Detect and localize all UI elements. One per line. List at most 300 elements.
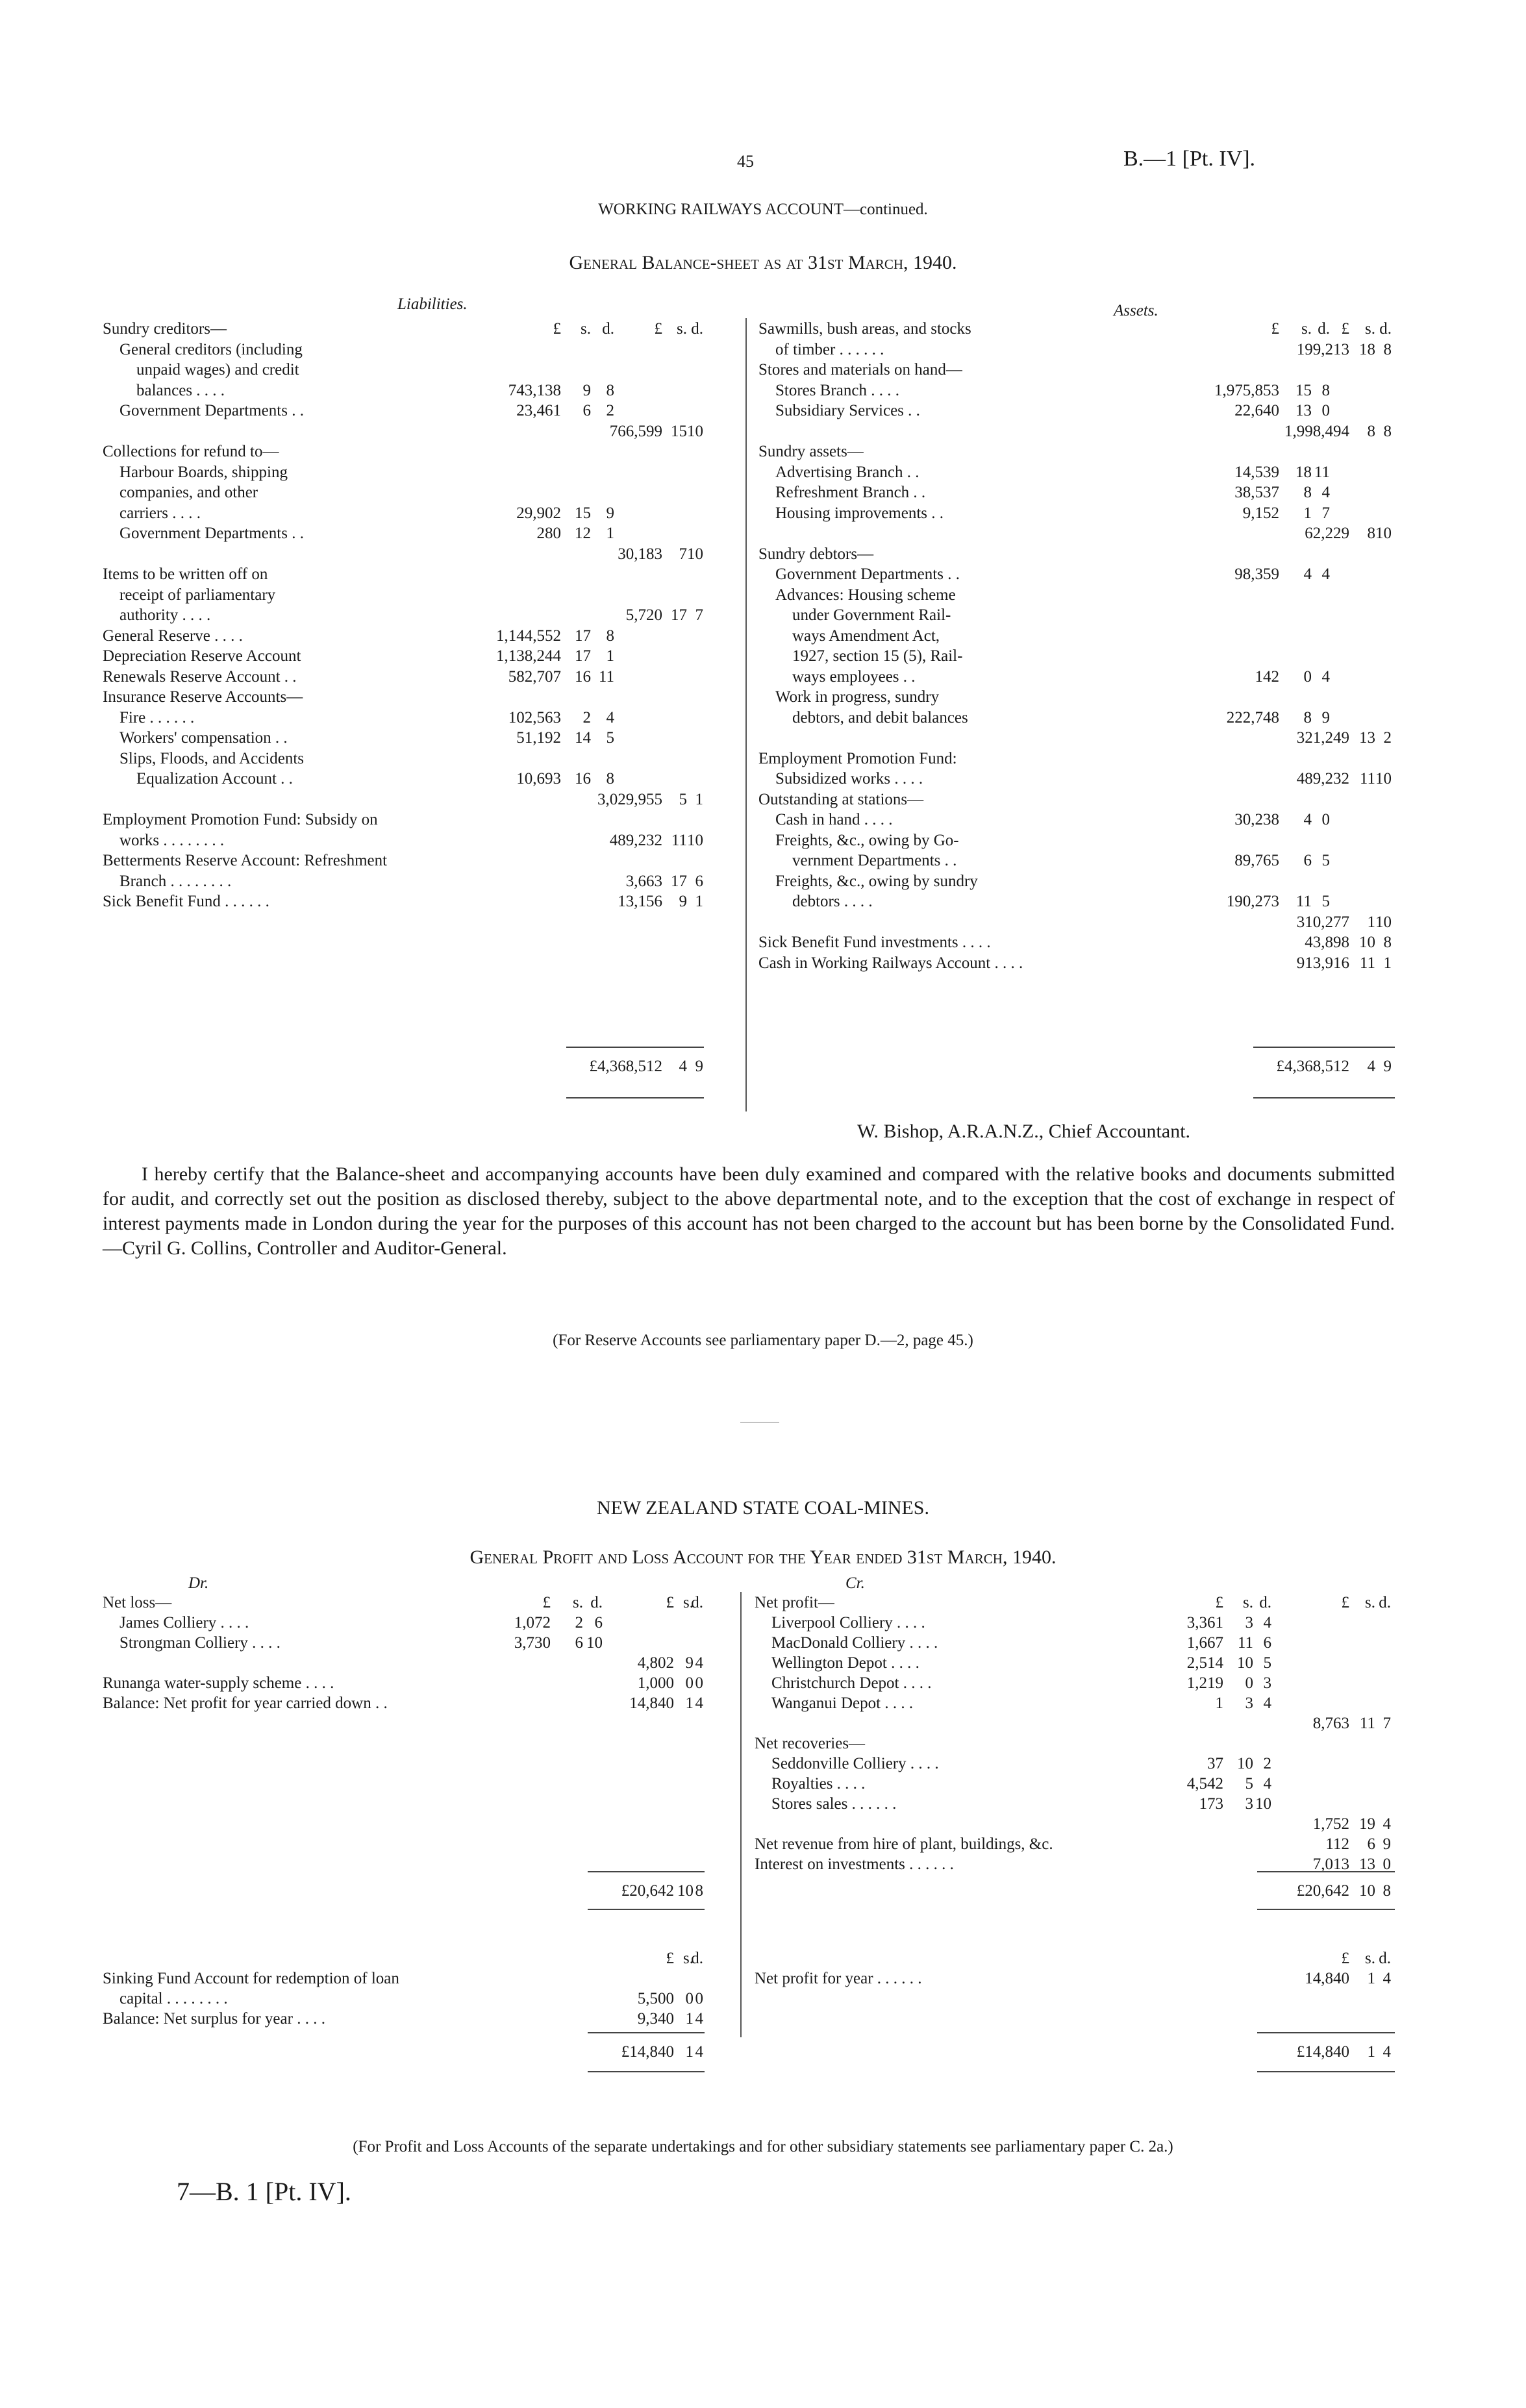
row-label: Freights, &c., owing by sundry xyxy=(775,872,978,890)
ledger-row xyxy=(103,748,703,769)
total-amount-shillings: 10 xyxy=(1359,1882,1375,1900)
inner-amount-pence: 4 xyxy=(1263,1775,1271,1793)
ledger-row xyxy=(758,789,1395,810)
inner-amount-shillings: 5 xyxy=(1245,1775,1253,1793)
inner-amount-pence: 7 xyxy=(1321,504,1330,522)
ledger-row xyxy=(758,421,1395,441)
outer-amount-pounds: 9,340 xyxy=(637,2010,674,2028)
row-label: Liverpool Colliery . . . . xyxy=(771,1614,925,1632)
ledger-row xyxy=(758,686,1395,707)
inner-amount-shillings: 2 xyxy=(582,708,591,726)
asset-currency-header xyxy=(758,318,1395,338)
outer-amount-shillings: 8 xyxy=(1367,422,1375,440)
row-label: under Government Rail- xyxy=(792,606,951,624)
row-label: ways employees . . xyxy=(792,667,916,686)
total-amount-pence: 9 xyxy=(695,1058,703,1075)
ledger-row xyxy=(755,1592,1395,1612)
row-label: unpaid wages) and credit xyxy=(136,361,299,379)
outer-amount-pence: 4 xyxy=(695,1694,703,1712)
inner-amount-shillings: 3 xyxy=(1245,1795,1253,1813)
outer-amount-pence: 9 xyxy=(1382,1835,1391,1853)
ledger-row xyxy=(758,604,1395,625)
inner-amount-shillings: 6 xyxy=(575,1634,583,1652)
ledger-row xyxy=(103,339,703,360)
inner-amount-pounds: 51,192 xyxy=(516,729,561,747)
debit-total-rule xyxy=(588,1871,705,1872)
inner-amount-pounds: 142 xyxy=(1255,667,1279,686)
inner-amount-pence: 10 xyxy=(586,1634,603,1652)
inner-amount-pence: 8 xyxy=(1321,381,1330,399)
header-outer-pounds: £ xyxy=(666,1950,674,1967)
page-number: 45 xyxy=(737,152,754,171)
ledger-row xyxy=(755,1652,1395,1672)
row-label: Net profit— xyxy=(755,1594,834,1611)
inner-amount-pounds: 1 xyxy=(1215,1694,1223,1712)
row-label: Net revenue from hire of plant, buildings, &c. xyxy=(755,1835,1053,1853)
ledger-row xyxy=(103,645,703,666)
row-label: Betterments Reserve Account: Refreshment xyxy=(103,852,388,869)
ledger-row xyxy=(103,604,703,625)
inner-amount-shillings: 16 xyxy=(575,667,591,686)
dr-header-inner-pounds: £ xyxy=(542,1594,551,1611)
ledger-row xyxy=(758,891,1395,912)
row-label: companies, and other xyxy=(119,484,258,501)
row-label: General creditors (including xyxy=(119,340,303,358)
inner-amount-pence: 8 xyxy=(606,627,614,645)
outer-amount-pounds: 43,898 xyxy=(1305,934,1349,951)
ledger-row xyxy=(755,1733,1395,1753)
outer-amount-pounds: 112 xyxy=(1325,1835,1349,1853)
dr-header-inner-pence: d. xyxy=(590,1594,603,1611)
inner-amount-pence: 5 xyxy=(1321,893,1330,910)
inner-amount-pounds: 2,514 xyxy=(1186,1654,1223,1672)
ledger-row xyxy=(103,523,703,543)
outer-amount-pence: 4 xyxy=(1382,1970,1391,1987)
ledger-row xyxy=(103,421,703,441)
inner-amount-shillings: 8 xyxy=(1303,708,1312,726)
row-label: 1927, section 15 (5), Rail- xyxy=(792,647,963,665)
profit-loss-title: General Profit and Loss Account for the Year ended 31st March, 1940. xyxy=(469,1546,1057,1568)
outer-amount-pounds: 14,840 xyxy=(629,1694,674,1712)
ledger-row xyxy=(103,666,703,687)
credit-total-double-rule xyxy=(1257,1909,1395,1910)
ledger-row xyxy=(103,686,703,707)
outer-amount-pence: 8 xyxy=(1383,340,1392,358)
ledger-row xyxy=(755,1753,1395,1773)
row-label: Advances: Housing scheme xyxy=(775,586,956,604)
liab-total-rule xyxy=(566,1047,704,1048)
row-label: Housing improvements . . xyxy=(775,504,944,522)
ledger-row xyxy=(758,625,1395,646)
ledger-row xyxy=(755,1968,1395,1988)
ledger-row xyxy=(755,1793,1395,1813)
inner-amount-pence: 4 xyxy=(1321,484,1330,501)
outer-amount-shillings: 11 xyxy=(1359,770,1375,788)
outer-amount-shillings: 11 xyxy=(671,831,687,849)
inner-amount-pence: 11 xyxy=(598,667,614,686)
outer-amount-pence: 8 xyxy=(1383,422,1392,440)
ledger-row xyxy=(758,462,1395,482)
asset-header-inner-pounds: £ xyxy=(1271,320,1279,338)
ledger-row xyxy=(103,1693,703,1713)
dr-header-inner-shillings: s. xyxy=(573,1594,583,1611)
row-label: Workers' compensation . . xyxy=(119,729,288,747)
cr-header-inner-pence: d. xyxy=(1259,1594,1271,1611)
inner-amount-pounds: 1,975,853 xyxy=(1214,381,1279,399)
outer-amount-pence: 1 xyxy=(695,790,703,808)
row-label: Depreciation Reserve Account xyxy=(103,647,301,665)
total-row xyxy=(758,1056,1395,1076)
outer-amount-pounds: 489,232 xyxy=(1296,770,1349,788)
ledger-row xyxy=(755,1693,1395,1713)
outer-amount-pence: 2 xyxy=(1383,729,1392,747)
row-label: Government Departments . . xyxy=(119,402,304,419)
inner-amount-pounds: 102,563 xyxy=(508,708,561,726)
ledger-row xyxy=(103,1592,703,1612)
ledger-row xyxy=(758,830,1395,850)
inner-amount-pounds: 29,902 xyxy=(516,504,561,522)
inner-amount-pence: 8 xyxy=(606,381,614,399)
ledger-row xyxy=(758,871,1395,891)
liab-header-outer-pence: d. xyxy=(691,320,703,338)
row-label: Interest on investments . . . . . . xyxy=(755,1856,954,1873)
ledger-row xyxy=(758,400,1395,421)
outer-amount-pounds: 5,720 xyxy=(625,606,662,624)
total-amount-pounds: £14,840 xyxy=(1296,2043,1349,2061)
ledger-row xyxy=(103,359,703,380)
total-amount-shillings: 1 xyxy=(1367,2043,1375,2061)
row-label: Government Departments . . xyxy=(775,565,960,583)
outer-amount-pence: 10 xyxy=(687,545,703,563)
inner-amount-pence: 11 xyxy=(1314,463,1330,481)
outer-amount-pence: 4 xyxy=(695,2010,703,2028)
ledger-row xyxy=(103,482,703,503)
outer-amount-pence: 1 xyxy=(1383,954,1392,972)
outer-amount-pounds: 7,013 xyxy=(1312,1856,1349,1873)
cr-header-inner-shillings: s. xyxy=(1243,1594,1253,1611)
inner-amount-shillings: 8 xyxy=(1303,484,1312,501)
ledger-row xyxy=(755,1612,1395,1632)
ledger-row xyxy=(103,2008,703,2028)
row-label: Sick Benefit Fund investments . . . . xyxy=(758,934,991,951)
ledger-row xyxy=(758,645,1395,666)
ledger-row xyxy=(103,1632,703,1652)
inner-amount-pence: 0 xyxy=(1321,402,1330,419)
outer-amount-pounds: 13,156 xyxy=(618,893,662,910)
total-amount-pounds: £14,840 xyxy=(621,2043,674,2061)
inner-amount-pence: 0 xyxy=(1321,811,1330,828)
header-outer-pounds: £ xyxy=(1341,1950,1349,1967)
total-amount-pounds: £4,368,512 xyxy=(1276,1058,1349,1075)
row-label: Strongman Colliery . . . . xyxy=(119,1634,281,1652)
row-label: Cash in hand . . . . xyxy=(775,811,893,828)
credit2-total-rule xyxy=(1257,2032,1395,2033)
currency-header-row xyxy=(103,1948,703,1968)
outer-amount-shillings: 0 xyxy=(685,1990,694,2007)
inner-amount-pounds: 10,693 xyxy=(516,770,561,788)
row-label: Stores and materials on hand— xyxy=(758,361,962,379)
outer-amount-shillings: 1 xyxy=(1367,913,1375,931)
outer-amount-shillings: 17 xyxy=(671,606,687,624)
inner-amount-shillings: 1 xyxy=(1303,504,1312,522)
inner-amount-pence: 6 xyxy=(1263,1634,1271,1652)
inner-amount-pounds: 3,730 xyxy=(514,1634,551,1652)
row-label: vernment Departments . . xyxy=(792,852,957,869)
inner-amount-pence: 2 xyxy=(606,402,614,419)
outer-amount-shillings: 13 xyxy=(1359,1856,1375,1873)
row-label: Subsidized works . . . . xyxy=(775,770,923,788)
row-label: Harbour Boards, shipping xyxy=(119,463,288,481)
outer-amount-pounds: 489,232 xyxy=(609,831,662,849)
assets-total-double-rule xyxy=(1253,1097,1395,1098)
ledger-row xyxy=(758,584,1395,605)
footer-reference: 7—B. 1 [Pt. IV]. xyxy=(177,2177,351,2206)
outer-amount-pence: 7 xyxy=(1382,1715,1391,1732)
ledger-row xyxy=(103,1672,703,1693)
total-amount-shillings: 4 xyxy=(679,1058,687,1075)
row-label: Sundry debtors— xyxy=(758,545,874,563)
outer-amount-pence: 10 xyxy=(1375,770,1392,788)
outer-amount-pounds: 4,802 xyxy=(637,1654,674,1672)
liab-header-outer-pounds: £ xyxy=(654,320,662,338)
dr-header-outer-pence: d. xyxy=(691,1594,703,1611)
outer-amount-pounds: 913,916 xyxy=(1296,954,1349,972)
outer-amount-pence: 4 xyxy=(1382,1815,1391,1833)
total-amount-pence: 9 xyxy=(1383,1058,1392,1075)
ledger-row xyxy=(758,339,1395,360)
inner-amount-shillings: 2 xyxy=(575,1614,583,1632)
row-label: Cash in Working Railways Account . . . . xyxy=(758,954,1023,972)
inner-amount-pounds: 1,072 xyxy=(514,1614,551,1632)
row-label: MacDonald Colliery . . . . xyxy=(771,1634,938,1652)
total-amount-shillings: 10 xyxy=(677,1882,694,1900)
row-label: Branch . . . . . . . . xyxy=(119,872,232,890)
asset-header-outer-pence: d. xyxy=(1379,320,1392,338)
outer-amount-shillings: 1 xyxy=(685,1694,694,1712)
inner-amount-shillings: 3 xyxy=(1245,1694,1253,1712)
row-label: General Reserve . . . . xyxy=(103,627,243,645)
inner-amount-pence: 6 xyxy=(594,1614,603,1632)
ledger-row xyxy=(758,380,1395,401)
row-label: James Colliery . . . . xyxy=(119,1614,249,1632)
outer-amount-shillings: 1 xyxy=(1367,1970,1375,1987)
ledger-row xyxy=(103,462,703,482)
inner-amount-pence: 1 xyxy=(606,647,614,665)
ledger-row xyxy=(755,1713,1395,1733)
inner-amount-shillings: 17 xyxy=(575,647,591,665)
row-label: Renewals Reserve Account . . xyxy=(103,667,297,686)
inner-amount-shillings: 10 xyxy=(1237,1755,1253,1772)
row-label: Wellington Depot . . . . xyxy=(771,1654,919,1672)
row-label: Items to be written off on xyxy=(103,565,268,583)
row-label: capital . . . . . . . . xyxy=(119,1990,228,2007)
total-amount-pounds: £20,642 xyxy=(621,1882,674,1900)
outer-amount-pence: 6 xyxy=(695,872,703,890)
row-label: Subsidiary Services . . xyxy=(775,402,920,419)
outer-amount-shillings: 9 xyxy=(679,893,687,910)
header-outer-pence: d. xyxy=(1379,1950,1391,1967)
ledger-row xyxy=(758,748,1395,769)
debit2-total-rule xyxy=(588,2032,705,2033)
asset-header-outer-pounds: £ xyxy=(1341,320,1349,338)
coal-mines-title: NEW ZEALAND STATE COAL-MINES. xyxy=(597,1497,929,1519)
inner-amount-shillings: 15 xyxy=(1295,381,1312,399)
asset-header-inner-pence: d. xyxy=(1318,320,1330,338)
cr-header-outer-shillings: s. xyxy=(1365,1594,1375,1611)
ledger-row xyxy=(103,1612,703,1632)
outer-amount-shillings: 6 xyxy=(1367,1835,1375,1853)
ledger-row xyxy=(758,912,1395,932)
inner-amount-pounds: 222,748 xyxy=(1226,708,1279,726)
ledger-row xyxy=(103,400,703,421)
inner-amount-shillings: 0 xyxy=(1245,1674,1253,1692)
ledger-row xyxy=(103,1968,703,1988)
inner-amount-pounds: 22,640 xyxy=(1234,402,1279,419)
inner-amount-shillings: 17 xyxy=(575,627,591,645)
inner-amount-pounds: 9,152 xyxy=(1242,504,1279,522)
inner-amount-pounds: 280 xyxy=(536,525,561,542)
outer-amount-pounds: 1,000 xyxy=(637,1674,674,1692)
ledger-row xyxy=(103,564,703,584)
row-label: carriers . . . . xyxy=(119,504,201,522)
inner-amount-pence: 1 xyxy=(606,525,614,542)
assets-heading: Assets. xyxy=(1114,302,1158,319)
outer-amount-pounds: 3,029,955 xyxy=(597,790,662,808)
row-label: Royalties . . . . xyxy=(771,1775,866,1793)
debit2-total-double-rule xyxy=(588,2071,705,2072)
outer-amount-pence: 10 xyxy=(687,831,703,849)
inner-amount-pounds: 14,539 xyxy=(1234,463,1279,481)
inner-amount-pounds: 3,361 xyxy=(1186,1614,1223,1632)
ledger-row xyxy=(103,830,703,850)
inner-amount-shillings: 16 xyxy=(575,770,591,788)
inner-amount-pence: 5 xyxy=(606,729,614,747)
section-title: WORKING RAILWAYS ACCOUNT—continued. xyxy=(598,201,928,218)
outer-amount-pounds: 14,840 xyxy=(1305,1970,1349,1987)
inner-amount-pounds: 1,138,244 xyxy=(496,647,561,665)
ledger-row xyxy=(755,1632,1395,1652)
row-label: ways Amendment Act, xyxy=(792,627,940,645)
row-label: Collections for refund to— xyxy=(103,443,279,460)
row-label: debtors, and debit balances xyxy=(792,708,968,726)
row-label: Stores Branch . . . . xyxy=(775,381,899,399)
outer-amount-pounds: 1,752 xyxy=(1312,1815,1349,1833)
total-row xyxy=(103,2041,703,2061)
ledger-row xyxy=(758,503,1395,523)
inner-amount-pounds: 98,359 xyxy=(1234,565,1279,583)
outer-amount-shillings: 9 xyxy=(685,1654,694,1672)
row-label: Equalization Account . . xyxy=(136,770,293,788)
outer-amount-pounds: 3,663 xyxy=(625,872,662,890)
outer-amount-shillings: 13 xyxy=(1359,729,1375,747)
inner-amount-pence: 5 xyxy=(1321,852,1330,869)
total-amount-pence: 8 xyxy=(1382,1882,1391,1900)
inner-amount-pence: 9 xyxy=(1321,708,1330,726)
total-amount-shillings: 4 xyxy=(1367,1058,1375,1075)
header-outer-pence: d. xyxy=(691,1950,703,1967)
inner-amount-shillings: 14 xyxy=(575,729,591,747)
ledger-row xyxy=(758,850,1395,871)
row-label: Insurance Reserve Accounts— xyxy=(103,688,303,706)
total-row xyxy=(103,1880,703,1900)
liab-header-outer-shillings: s. xyxy=(677,320,687,338)
outer-amount-pence: 4 xyxy=(695,1654,703,1672)
row-label: Balance: Net profit for year carried down . . xyxy=(103,1694,388,1712)
inner-amount-shillings: 10 xyxy=(1237,1654,1253,1672)
inner-amount-pence: 4 xyxy=(1321,565,1330,583)
outer-amount-pence: 0 xyxy=(695,1990,703,2007)
inner-amount-pence: 8 xyxy=(606,770,614,788)
row-label: Net recoveries— xyxy=(755,1735,866,1752)
ledger-row xyxy=(103,1652,703,1672)
row-label: receipt of parliamentary xyxy=(119,586,276,604)
row-label: Outstanding at stations— xyxy=(758,790,924,808)
ledger-row xyxy=(103,891,703,912)
credit2-total-double-rule xyxy=(1257,2071,1395,2072)
audit-certificate: I hereby certify that the Balance-sheet and accompanying accounts have been duly examined and compared with the relative books and documents submitted for audit, and correctly set out the position as disclosed thereby, subject to the above departmental note, and to the exception that the cost of exchange in respect of interest payments made in London during the year for the purposes of this account has not been charged to the account but has been borne by the Consolidated Fund.—Cyril G. Collins, Controller and Auditor-General. xyxy=(103,1163,1395,1259)
outer-amount-shillings: 19 xyxy=(1359,1815,1375,1833)
profit-loss-footnote: (For Profit and Loss Accounts of the separate undertakings and for other subsidiary statements see parliamentary paper C. 2a.) xyxy=(353,2138,1173,2155)
row-label: Balance: Net surplus for year . . . . xyxy=(103,2010,325,2028)
ledger-row xyxy=(758,441,1395,462)
inner-amount-pounds: 190,273 xyxy=(1226,893,1279,910)
total-row xyxy=(755,2041,1395,2061)
outer-amount-pounds: 321,249 xyxy=(1296,729,1349,747)
ledger-row xyxy=(103,850,703,871)
outer-amount-shillings: 5 xyxy=(679,790,687,808)
inner-amount-shillings: 3 xyxy=(1245,1614,1253,1632)
inner-amount-shillings: 15 xyxy=(575,504,591,522)
outer-amount-pence: 1 xyxy=(695,893,703,910)
cr-header-inner-pounds: £ xyxy=(1215,1594,1223,1611)
row-label: Sick Benefit Fund . . . . . . xyxy=(103,893,269,910)
inner-amount-pence: 3 xyxy=(1263,1674,1271,1692)
row-label: debtors . . . . xyxy=(792,893,873,910)
total-amount-pounds: £20,642 xyxy=(1296,1882,1349,1900)
row-label: works . . . . . . . . xyxy=(119,831,225,849)
row-label: Net loss— xyxy=(103,1594,172,1611)
ledger-row xyxy=(103,584,703,605)
ledger-row xyxy=(758,359,1395,380)
row-label: Sawmills, bush areas, and stocks xyxy=(758,320,971,338)
total-amount-shillings: 1 xyxy=(685,2043,694,2061)
row-label: Sinking Fund Account for redemption of loan xyxy=(103,1970,399,1987)
row-label: Net profit for year . . . . . . xyxy=(755,1970,922,1987)
ledger-row xyxy=(103,768,703,789)
liab-header-inner-pence: d. xyxy=(602,320,614,338)
inner-amount-pence: 5 xyxy=(1263,1654,1271,1672)
ledger-row xyxy=(758,727,1395,748)
ledger-row xyxy=(758,564,1395,584)
outer-amount-shillings: 17 xyxy=(671,872,687,890)
row-label: Runanga water-supply scheme . . . . xyxy=(103,1674,334,1692)
total-amount-pence: 8 xyxy=(695,1882,703,1900)
row-label: authority . . . . xyxy=(119,606,211,624)
assets-total-rule xyxy=(1253,1047,1395,1048)
ledger-row xyxy=(758,952,1395,973)
ledger-row xyxy=(103,809,703,830)
row-label: Refreshment Branch . . xyxy=(775,484,926,501)
credit-total-rule xyxy=(1257,1871,1395,1872)
inner-amount-pence: 2 xyxy=(1263,1755,1271,1772)
outer-amount-pounds: 310,277 xyxy=(1296,913,1349,931)
dr-header-outer-shillings: s. xyxy=(683,1594,694,1611)
outer-amount-shillings: 11 xyxy=(1359,1715,1375,1732)
inner-amount-shillings: 18 xyxy=(1295,463,1312,481)
ledger-row xyxy=(103,441,703,462)
ledger-row xyxy=(758,932,1395,952)
outer-amount-shillings: 1 xyxy=(685,2010,694,2028)
